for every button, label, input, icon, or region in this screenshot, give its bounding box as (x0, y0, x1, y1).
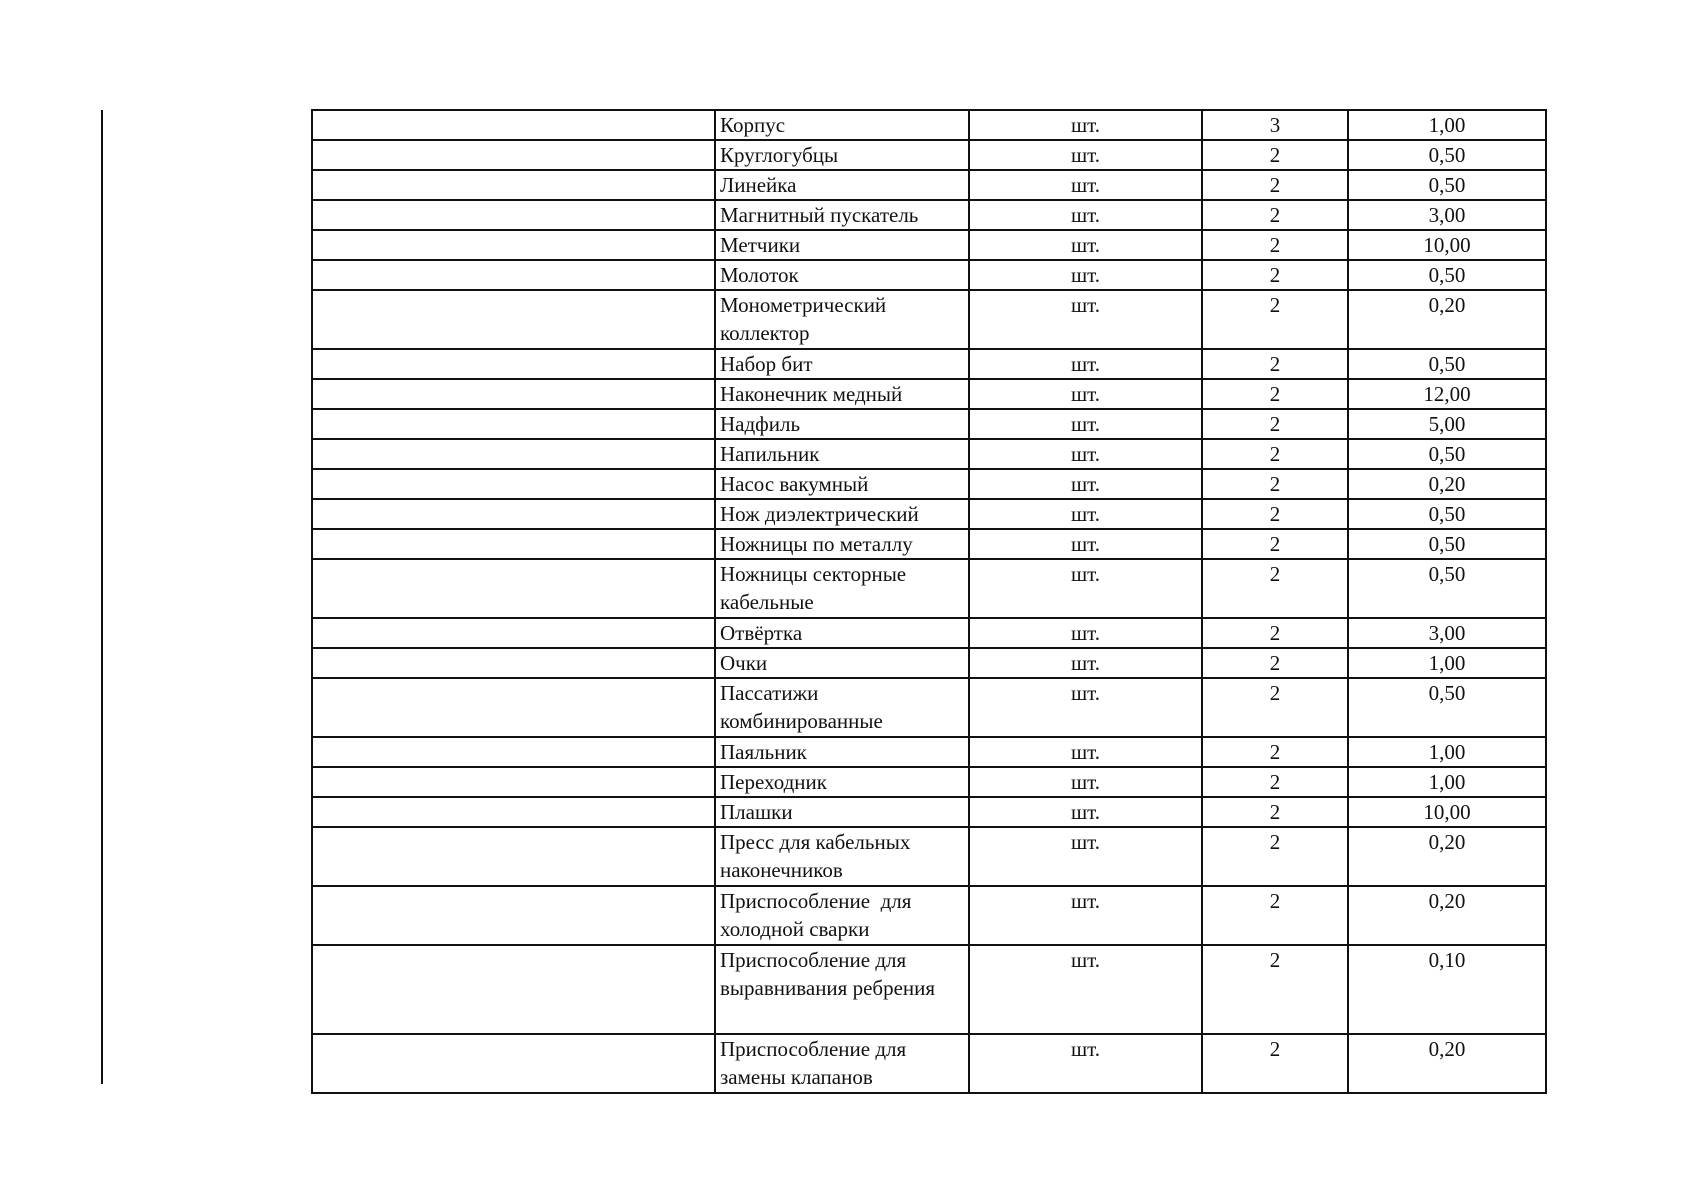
table-row (312, 678, 1546, 737)
quantity-cell: 2 (1202, 349, 1348, 379)
empty-cell (312, 797, 715, 827)
table-row (312, 140, 1546, 170)
quantity-cell: 2 (1202, 469, 1348, 499)
value-cell: 0,50 (1348, 559, 1546, 618)
item-name-cell: Молоток (715, 260, 969, 290)
quantity-cell: 2 (1202, 618, 1348, 648)
table-row (312, 110, 1546, 140)
empty-cell (312, 110, 715, 140)
table-row (312, 499, 1546, 529)
unit-cell: шт. (969, 767, 1202, 797)
empty-cell (312, 499, 715, 529)
table-row (312, 200, 1546, 230)
item-name-cell: Пресс для кабельных наконечников (715, 827, 969, 886)
value-cell: 1,00 (1348, 737, 1546, 767)
empty-cell (312, 559, 715, 618)
unit-cell: шт. (969, 529, 1202, 559)
table-row (312, 767, 1546, 797)
unit-cell: шт. (969, 170, 1202, 200)
item-name-cell: Плашки (715, 797, 969, 827)
table-row (312, 737, 1546, 767)
item-name-cell: Нож диэлектрический (715, 499, 969, 529)
quantity-cell: 2 (1202, 170, 1348, 200)
unit-cell: шт. (969, 230, 1202, 260)
value-cell: 1,00 (1348, 110, 1546, 140)
table-row (312, 170, 1546, 200)
quantity-cell: 2 (1202, 737, 1348, 767)
value-cell: 0,50 (1348, 260, 1546, 290)
empty-cell (312, 140, 715, 170)
item-name-cell: Пассатижи комбинированные (715, 678, 969, 737)
quantity-cell: 2 (1202, 559, 1348, 618)
item-name-cell: Переходник (715, 767, 969, 797)
item-name-cell: Приспособление для выравнивания ребрения (715, 945, 969, 1034)
value-cell: 0,50 (1348, 529, 1546, 559)
value-cell: 0,20 (1348, 827, 1546, 886)
value-cell: 12,00 (1348, 379, 1546, 409)
quantity-cell: 3 (1202, 110, 1348, 140)
table-row (312, 618, 1546, 648)
table-row (312, 409, 1546, 439)
unit-cell: шт. (969, 618, 1202, 648)
quantity-cell: 2 (1202, 797, 1348, 827)
unit-cell: шт. (969, 886, 1202, 945)
value-cell: 3,00 (1348, 618, 1546, 648)
empty-cell (312, 409, 715, 439)
item-name-cell: Монометрический коллектор (715, 290, 969, 349)
table-row (312, 379, 1546, 409)
unit-cell: шт. (969, 469, 1202, 499)
empty-cell (312, 230, 715, 260)
value-cell: 1,00 (1348, 767, 1546, 797)
item-name-cell: Магнитный пускатель (715, 200, 969, 230)
empty-cell (312, 200, 715, 230)
unit-cell: шт. (969, 797, 1202, 827)
unit-cell: шт. (969, 290, 1202, 349)
item-name-cell: Линейка (715, 170, 969, 200)
value-cell: 0,20 (1348, 1034, 1546, 1093)
unit-cell: шт. (969, 140, 1202, 170)
value-cell: 0,20 (1348, 290, 1546, 349)
table-row (312, 529, 1546, 559)
table-row (312, 1034, 1546, 1093)
unit-cell: шт. (969, 1034, 1202, 1093)
empty-cell (312, 170, 715, 200)
value-cell: 1,00 (1348, 648, 1546, 678)
unit-cell: шт. (969, 200, 1202, 230)
unit-cell: шт. (969, 945, 1202, 1034)
quantity-cell: 2 (1202, 409, 1348, 439)
value-cell: 10,00 (1348, 797, 1546, 827)
quantity-cell: 2 (1202, 230, 1348, 260)
unit-cell: шт. (969, 648, 1202, 678)
quantity-cell: 2 (1202, 827, 1348, 886)
unit-cell: шт. (969, 559, 1202, 618)
table-row (312, 349, 1546, 379)
empty-cell (312, 945, 715, 1034)
page-margin-rule (101, 110, 103, 1084)
table-row (312, 945, 1546, 1034)
quantity-cell: 2 (1202, 886, 1348, 945)
item-name-cell: Корпус (715, 110, 969, 140)
empty-cell (312, 648, 715, 678)
quantity-cell: 2 (1202, 499, 1348, 529)
unit-cell: шт. (969, 499, 1202, 529)
item-name-cell: Насос вакумный (715, 469, 969, 499)
item-name-cell: Круглогубцы (715, 140, 969, 170)
unit-cell: шт. (969, 409, 1202, 439)
item-name-cell: Метчики (715, 230, 969, 260)
unit-cell: шт. (969, 439, 1202, 469)
value-cell: 0,50 (1348, 499, 1546, 529)
value-cell: 0,10 (1348, 945, 1546, 1034)
quantity-cell: 2 (1202, 529, 1348, 559)
table-row (312, 827, 1546, 886)
quantity-cell: 2 (1202, 200, 1348, 230)
quantity-cell: 2 (1202, 767, 1348, 797)
table-row (312, 559, 1546, 618)
unit-cell: шт. (969, 827, 1202, 886)
item-name-cell: Отвёртка (715, 618, 969, 648)
table-row (312, 648, 1546, 678)
item-name-cell: Набор бит (715, 349, 969, 379)
item-name-cell: Ножницы по металлу (715, 529, 969, 559)
quantity-cell: 2 (1202, 648, 1348, 678)
table-row (312, 230, 1546, 260)
value-cell: 3,00 (1348, 200, 1546, 230)
unit-cell: шт. (969, 349, 1202, 379)
unit-cell: шт. (969, 110, 1202, 140)
empty-cell (312, 379, 715, 409)
empty-cell (312, 737, 715, 767)
empty-cell (312, 827, 715, 886)
item-name-cell: Приспособление для холодной сварки (715, 886, 969, 945)
empty-cell (312, 290, 715, 349)
value-cell: 0,50 (1348, 140, 1546, 170)
value-cell: 0,20 (1348, 469, 1546, 499)
item-name-cell: Очки (715, 648, 969, 678)
value-cell: 0,50 (1348, 678, 1546, 737)
item-name-cell: Надфиль (715, 409, 969, 439)
table-row (312, 797, 1546, 827)
quantity-cell: 2 (1202, 678, 1348, 737)
empty-cell (312, 529, 715, 559)
unit-cell: шт. (969, 260, 1202, 290)
table-row (312, 439, 1546, 469)
unit-cell: шт. (969, 737, 1202, 767)
value-cell: 0,20 (1348, 886, 1546, 945)
quantity-cell: 2 (1202, 945, 1348, 1034)
empty-cell (312, 349, 715, 379)
item-name-cell: Паяльник (715, 737, 969, 767)
item-name-cell: Напильник (715, 439, 969, 469)
unit-cell: шт. (969, 379, 1202, 409)
value-cell: 10,00 (1348, 230, 1546, 260)
item-name-cell: Приспособление для замены клапанов (715, 1034, 969, 1093)
empty-cell (312, 767, 715, 797)
empty-cell (312, 886, 715, 945)
value-cell: 5,00 (1348, 409, 1546, 439)
table-row (312, 290, 1546, 349)
quantity-cell: 2 (1202, 290, 1348, 349)
value-cell: 0,50 (1348, 439, 1546, 469)
table-row (312, 260, 1546, 290)
empty-cell (312, 678, 715, 737)
table-row (312, 469, 1546, 499)
table-row (312, 886, 1546, 945)
quantity-cell: 2 (1202, 439, 1348, 469)
value-cell: 0,50 (1348, 349, 1546, 379)
quantity-cell: 2 (1202, 140, 1348, 170)
value-cell: 0,50 (1348, 170, 1546, 200)
empty-cell (312, 469, 715, 499)
empty-cell (312, 1034, 715, 1093)
item-name-cell: Наконечник медный (715, 379, 969, 409)
quantity-cell: 2 (1202, 379, 1348, 409)
quantity-cell: 2 (1202, 1034, 1348, 1093)
quantity-cell: 2 (1202, 260, 1348, 290)
empty-cell (312, 260, 715, 290)
inventory-table (311, 109, 1547, 1094)
unit-cell: шт. (969, 678, 1202, 737)
empty-cell (312, 439, 715, 469)
item-name-cell: Ножницы секторные кабельные (715, 559, 969, 618)
empty-cell (312, 618, 715, 648)
